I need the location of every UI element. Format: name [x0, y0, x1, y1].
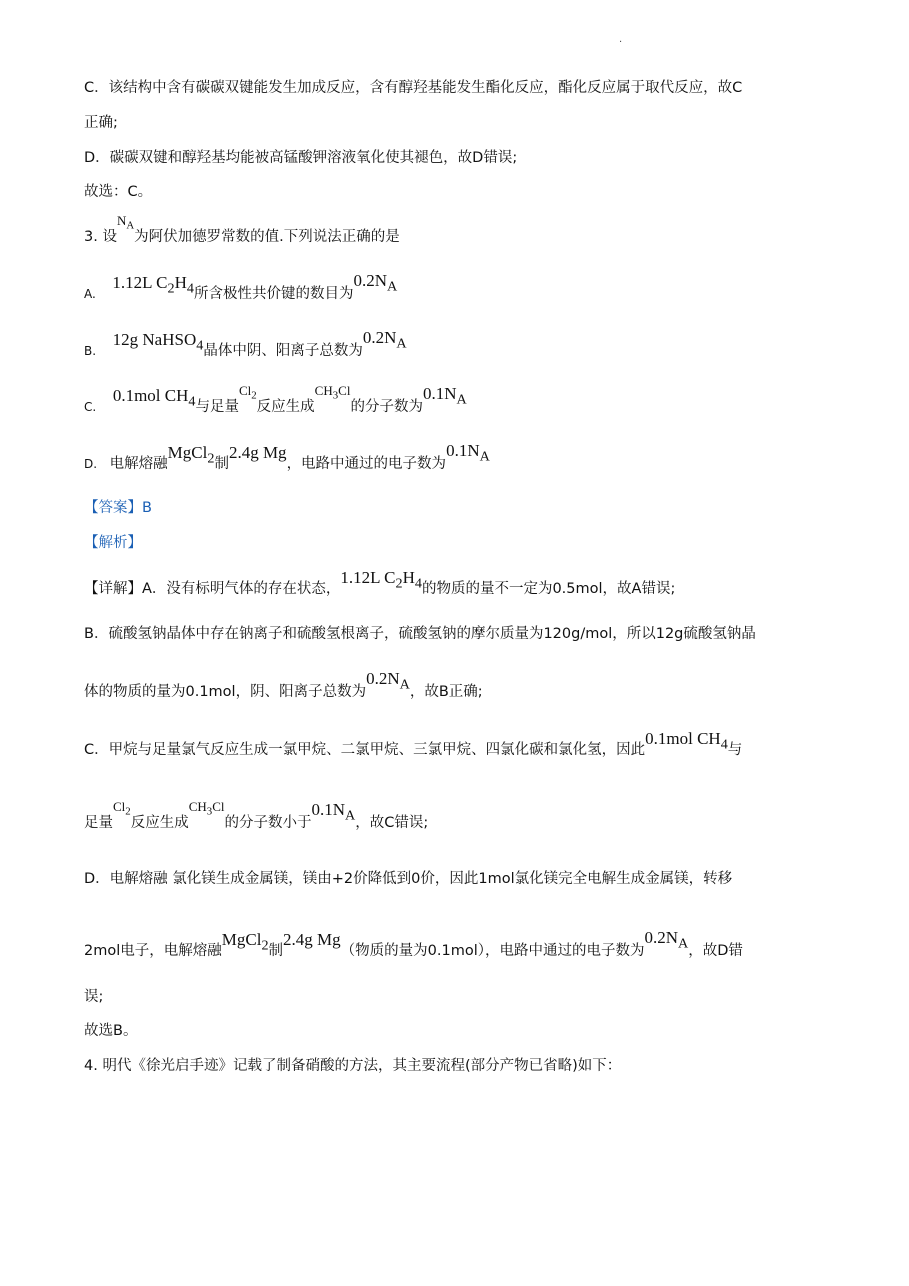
formula-nahso4: 12g NaHSO$_4$ [112, 330, 204, 354]
text-line: 故选：C。 [84, 184, 153, 200]
detail-d-2: 2mol电子，电解熔融MgCl$_2$制2.4g Mg（物质的量为0.1mol），电路中通过的电子数为$0.2N_A$，故D错 [84, 928, 743, 959]
question-4: 4. 明代《徐光启手迹》记载了制备硝酸的方法，其主要流程(部分产物已省略)如下： [84, 1058, 622, 1074]
formula-01na: $0.1N_A$ [446, 441, 490, 465]
formula-24gmg: 2.4g Mg [283, 930, 341, 949]
formula-na: $N_A$ [116, 213, 135, 232]
detail-c-2: 足量$Cl_2$反应生成$CH_3Cl$的分子数小于$0.1N_A$，故C错误; [84, 799, 429, 831]
formula-cl2: $Cl_2$ [113, 799, 131, 818]
detail-c-1: C．甲烷与足量氯气反应生成一氯甲烷、二氯甲烷、三氯甲烷、四氯化碳和氯化氢，因此0.1mol $CH_4$与 [84, 729, 743, 758]
option-a: A. 1.12L $C_2H_4$所含极性共价键的数目为$0.2N_A$ [84, 271, 398, 302]
formula-ch3cl: $CH_3Cl$ [188, 799, 225, 818]
q3-number: 3. 设 [84, 229, 117, 245]
option-c: C. 0.1mol $CH_4$与足量$Cl_2$反应生成$CH_3Cl$的分子数为$0.1N_A$ [84, 383, 467, 415]
formula-02na: $0.2N_A$ [366, 669, 410, 693]
formula-ch3cl: $CH_3Cl$ [314, 383, 351, 402]
formula-mgcl2: MgCl$_2$ [167, 443, 215, 467]
option-d: D. 电解熔融MgCl$_2$制2.4g Mg，电路中通过的电子数为$0.1N_A$ [84, 441, 490, 472]
detail-d-3: 误; [84, 989, 104, 1005]
formula-01na: $0.1N_A$ [311, 800, 356, 824]
q3-stem: 为阿伏加德罗常数的值.下列说法正确的是 [134, 229, 400, 245]
formula-02na: $0.2N_A$ [644, 928, 689, 952]
formula-02na: $0.2N_A$ [362, 328, 407, 352]
formula-mgcl2: MgCl$_2$ [221, 930, 269, 954]
formula-24gmg: 2.4g Mg [228, 443, 287, 462]
formula-02na: $0.2N_A$ [353, 271, 398, 295]
text-line: C．该结构中含有碳碳双键能发生加成反应，含有醇羟基能发生酯化反应，酯化反应属于取代反应，故C [84, 80, 743, 96]
header-dot: . [619, 34, 623, 45]
detail-d-1: D．电解熔融 氯化镁生成金属镁，镁由+2价降低到0价，因此1mol氯化镁完全电解生成金属镁，转移 [84, 871, 733, 887]
analysis-label: 【解析】 [84, 535, 142, 551]
detail-b-2: 体的物质的量为0.1mol，阴、阳离子总数为$0.2N_A$，故B正确; [84, 669, 483, 700]
option-b: B. 12g NaHSO$_4$晶体中阴、阳离子总数为$0.2N_A$ [84, 328, 407, 359]
formula-ch4: 0.1mol $CH_4$ [645, 729, 728, 753]
text-line: 正确; [84, 115, 118, 131]
formula-ch4: 0.1mol $CH_4$ [112, 386, 196, 410]
conclusion: 故选B。 [84, 1023, 138, 1039]
text-line: D．碳碳双键和醇羟基均能被高锰酸钾溶液氧化使其褪色，故D错误; [84, 150, 518, 166]
answer-label: 【答案】B [84, 500, 152, 516]
detail-b-1: B．硫酸氢钠晶体中存在钠离子和硫酸氢根离子，硫酸氢钠的摩尔质量为120g/mol，所以12g硫酸氢钠晶 [84, 626, 756, 642]
formula-cl2: $Cl_2$ [238, 383, 257, 402]
question-3 [84, 213, 400, 252]
formula-c2h4: 1.12L $C_2H_4$ [112, 273, 194, 297]
formula-01na: $0.1N_A$ [422, 384, 467, 408]
detail-a: 【详解】A．没有标明气体的存在状态，1.12L $C_2H_4$的物质的量不一定为0.5mol，故A错误; [84, 568, 676, 597]
formula-c2h4: 1.12L $C_2H_4$ [340, 568, 422, 592]
